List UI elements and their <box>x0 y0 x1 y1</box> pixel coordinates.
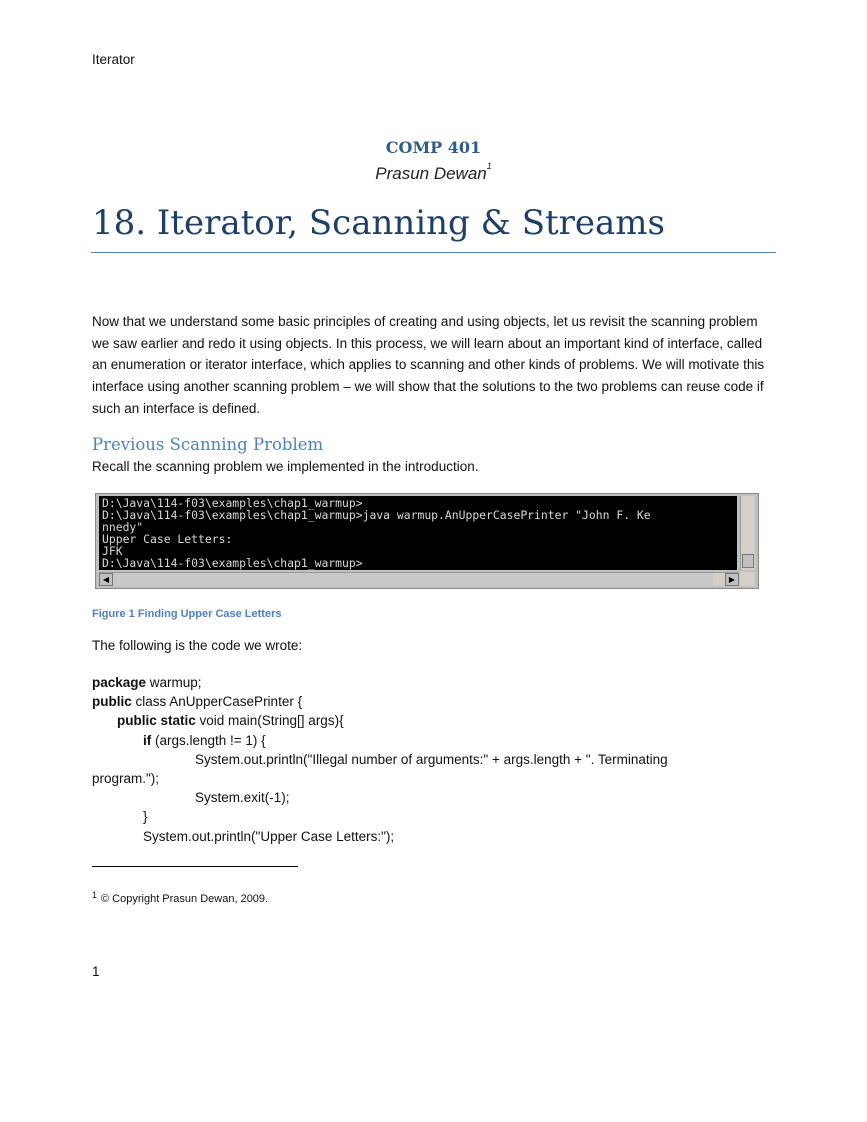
console-line: D:\Java\114-f03\examples\chap1_warmup> <box>102 556 363 570</box>
scrollbar-corner <box>740 572 755 586</box>
horizontal-scroll-thumb[interactable] <box>113 573 713 586</box>
code-listing <box>92 673 792 846</box>
console-line: Upper Case Letters: <box>102 532 233 546</box>
document-title: 18. Iterator, Scanning & Streams <box>92 203 665 243</box>
author-name: Prasun Dewan <box>375 164 487 183</box>
vertical-scrollbar[interactable] <box>740 496 755 570</box>
footnote-mark: 1 <box>92 890 98 900</box>
intro-paragraph: Now that we understand some basic principles of creating and using objects, let us revisit the scanning problem we saw earlier and redo it using objects. In this process, we will learn about an important kind of interface, called an enumeration or iterator interface, which applies to scanning and other kinds of problems. We will motivate this interface using another scanning problem – we will show that the solutions to the two problems can reuse code if such an interface is defined. <box>92 314 765 416</box>
console-line: nnedy" <box>102 520 144 534</box>
scroll-left-icon[interactable]: ◀ <box>99 573 113 586</box>
code-line: public class AnUpperCasePrinter { <box>92 694 303 710</box>
console-screenshot <box>95 493 759 589</box>
recall-paragraph: Recall the scanning problem we implemented in the introduction. <box>92 459 479 474</box>
figure-caption: Figure 1 Finding Upper Case Letters <box>92 608 282 620</box>
scroll-down-button[interactable] <box>742 554 754 568</box>
code-line: package warmup; <box>92 675 202 690</box>
horizontal-scrollbar[interactable] <box>99 572 739 586</box>
code-line: System.out.println("Upper Case Letters:"); <box>143 828 395 844</box>
page-number: 1 <box>92 964 100 979</box>
code-intro: The following is the code we wrote: <box>92 638 303 653</box>
footnote <box>92 890 269 905</box>
footnote-text: © Copyright Prasun Dewan, 2009. <box>101 893 269 905</box>
console-line: D:\Java\114-f03\examples\chap1_warmup>java warmup.AnUpperCasePrinter "John F. Ke <box>102 508 651 522</box>
scroll-right-icon[interactable]: ▶ <box>725 573 739 586</box>
console-line: D:\Java\114-f03\examples\chap1_warmup> <box>102 496 363 510</box>
code-line: if (args.length != 1) { <box>143 732 266 748</box>
title-divider <box>91 252 776 253</box>
section-heading: Previous Scanning Problem <box>92 435 324 454</box>
console-output <box>99 496 737 570</box>
code-line: System.exit(-1); <box>195 790 290 806</box>
code-line: public static void main(String[] args){ <box>117 713 344 729</box>
course-code: COMP 401 <box>385 138 482 157</box>
code-line: System.out.println("Illegal number of arguments:" + args.length + ". Terminating <box>195 751 668 767</box>
footnote-reference[interactable]: 1 <box>486 161 492 171</box>
running-header: Iterator <box>92 52 135 67</box>
footnote-separator <box>92 866 298 867</box>
code-line: } <box>143 809 148 825</box>
console-line: JFK <box>102 544 123 558</box>
author-line <box>0 161 867 184</box>
code-line: program."); <box>92 771 160 787</box>
